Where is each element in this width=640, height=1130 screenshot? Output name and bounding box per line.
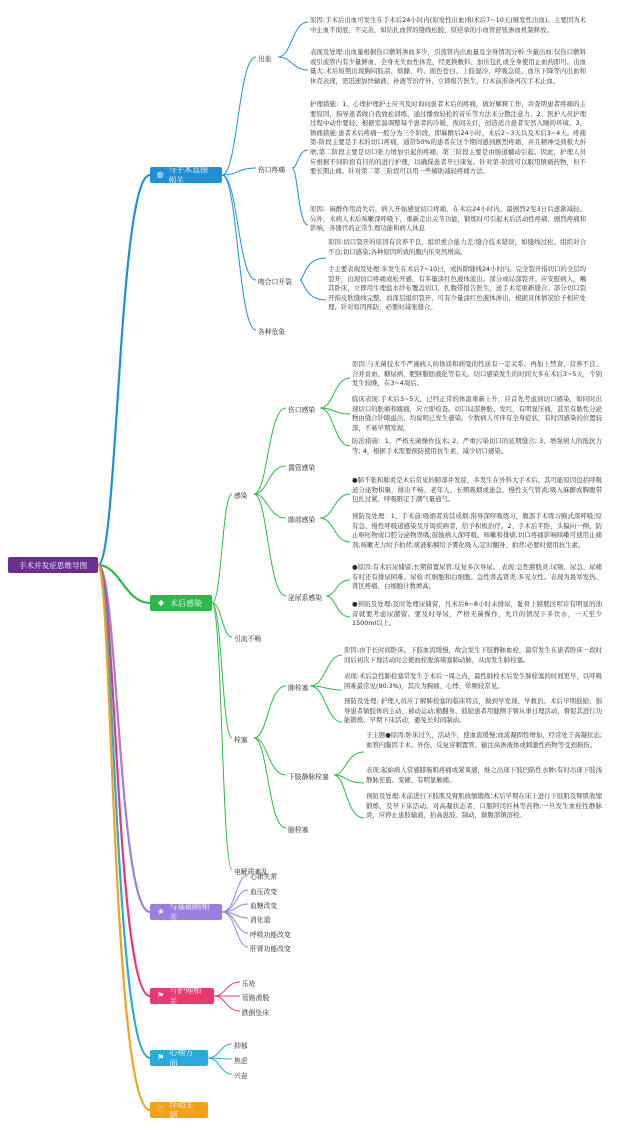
note-urinary-treatment: ●预防及处理:及时处理尿储留，凡术后6~8小时未排尿，耻骨上膀胱区叩诊有明显的浊音就要考虑尿潴留。要及时导尿，严格无菌操作，允许的情况下多饮水，一天至少1500ml以上。 (352, 600, 602, 628)
topic-electrolyte[interactable]: 电解质紊乱 (234, 868, 268, 876)
topic-cerebral-embolism[interactable]: 脑栓塞 (288, 826, 309, 834)
topic-infection[interactable]: 感染 (234, 492, 248, 500)
note-lung-infection-treatment: 预防及处理：1、手术前:吸烟者劝其戒烟;指导深呼吸练习，腹部手术练习胸式深呼吸;原有急、慢性呼吸道感染及牙周疾病者，给予积极治疗。2、手术后平卧，头偏向一侧，防止呕吐物或口腔分泌物误吸;鼓励病人深呼吸、咳嗽和排痰;切口疼痛影响咳嗽可使用止痛剂;咳嗽无力给予拍背;痰液粘稠给予雾化吸入;定时翻身、拍背;必要时使用抗生素。 (352, 512, 602, 549)
topic-crisis[interactable]: 各种危象 (258, 328, 286, 336)
note-pe-treatment: 预防及处理: 护理人员应了解肺栓塞的临床特点，做到早发现、早救治。术后早期鼓励、指导患者做肢体的主动、被动运动;勤翻身、鼓励患者用健侧手臂从事日理活动，督促其进行功能锻炼，早期下床活动，避免长时间制动。 (344, 697, 602, 725)
note-dvt-symptoms: 表现:起始病人常感腓肠肌疼痛或紧束感，继之出现下肢凹陷性水肿;有时出现下肢浅静脉充盈、变硬、有明显触痛。 (366, 766, 602, 784)
topic-dvt[interactable]: 下肢静脉栓塞 (288, 773, 329, 781)
note-bleeding-treatment: 表现及处理:出血量根据伤口敷料渗血多少，引流管内出血量及全身情况分析:少量出血:仅伤口敷料或引流管内有少量鲜血，全身无失血性休克，经更换敷料、加压包扎或全身使用止血药即可。出血量大:术后短期出现胸闷肢凉、烦躁、吟、面色苍白、上肢湿冷、呼吸急促、血压下降等内出血和休克表现，需迅速加快输液、补液等治疗外，立即报告医生，行术前准备再次手术止血。 (310, 48, 586, 85)
note-pain-nursing: 护理措施：1、心理护理护士应当及时询问患者术后的疼痛，做好解释工作，并查明患者疼痛的主要原因，指导患者做自我放松训练，通过播放轻松的音乐等方法来分散注意力。2、医护人员护理过程中动作要轻，根据室温调整每个患者的冷暖，夜间关灯，创造适合患者安然入睡的环境。3、镇痛措施:患者术后疼痛一般分为三个阶段，即麻醉后24小时、术后2~3天以及术后3~4天。疼痛第-阶段主要是手术的切口疼痛，通常50%的患者在这个期间感到剧烈疼痛，并且精神受到极大折磨;第二阶段主要是切口张力增加引起的疼痛，第三阶段主要是由肠道蠕动引起。因此，护理人员应根据不同阶段有目的的进行护理，以确保患者早日康复。针对第-阶段可以服用镇痛药物，但不要长期止痛。针对第二第三阶段可以用一些辅助减轻疼痛方法。 (310, 100, 586, 176)
topic-poor-drainage[interactable]: 引流不畅 (234, 635, 262, 643)
branch-floating-topic[interactable] (150, 1102, 208, 1118)
note-dvt-cause: 子主题●原因:卧床过久，活动少，使血流缓慢;血流凝固性增加，经常处于高凝状态;血管内膜因手术、外伤、反复穿刺置管、输注高渗液体或刺激性药物等受到损伤。 (366, 731, 602, 749)
note-wound-infection-cause: 原因:与无菌技术不严谨病人的体质和病变的性质有一定关系。再加上禁食、营养不良、合并贫血、糖尿病、肥胖脂肪液化等有关。切口感染发生的时间大多在术后3~5天，个别发生较晚，在3~4周后。 (352, 360, 602, 388)
note-urinary-cause: ●原因:有术后尿储留;长期留置尿管;反复多次导尿。 表现:急性膀胱炎:尿频、尿急、尿痛有时还有排尿困难。尿检:红细胞和白细胞。急性肾盂肾炎:多见女性。表现为畏寒发热、肾区疼痛、白细胞计数增高。 (352, 563, 602, 591)
topic-blood-sugar[interactable]: 血糖改变 (250, 902, 278, 910)
note-dehiscence-cause: 原因:切口裂开的原因有营养不良，组织愈合能力差;缝合技术错误，如缝线过松、组织对合不良;切口感染;各种原因所致的腹内压突然增高。 (328, 238, 586, 256)
star-icon: ★ (157, 907, 165, 916)
topic-pulmonary-embolism[interactable]: 肺栓塞 (288, 684, 309, 692)
note-dehiscence-treatment: 手主要表现及处理:多发生在术后7~10日，或拆除缝线24小时内。完全裂开指切口的全层均裂开，出现切口疼痛或松开感，有多量淡红色液体流出。部分或局部裂开。应安慰病人，嘱其卧床，立即用生理盐水纱布覆盖切口，扎腹带报告医生，送手术室重新缝合。部分切口裂开指皮肤缝线完整，而深层组织裂开，可有少量淡红色液体渗出，根据具体情况给予相应处理，针对原因预防，必要时减张缝合。 (328, 265, 586, 312)
topic-respiratory[interactable]: 呼吸功能改变 (250, 931, 291, 939)
heart-icon: ♡ (157, 1105, 165, 1114)
topic-bleeding[interactable]: 出血 (258, 55, 272, 63)
topic-arrhythmia[interactable]: 心律失常 (250, 873, 278, 881)
topic-urinary-infection[interactable]: 泌尿系感染 (288, 594, 322, 602)
root-topic[interactable]: 手术并发症思维导图 (8, 557, 98, 573)
flag-icon: ⚑ (157, 1053, 165, 1062)
note-bleeding-cause: 原因:手术后出血可发生在手术后24小时内(原发性出血)和术后7~10天(继发性出血)。主要因为术中止血不彻底、不完善，如结扎血管的缝线松脱、原痉挛的小血管舒张渗血机制释放。 (310, 16, 586, 34)
flag-icon: ⚑ (157, 991, 165, 1000)
branch-label: 与护理相关 (169, 986, 202, 1006)
topic-embolism[interactable]: 栓塞 (234, 736, 248, 744)
note-pe-symptoms: 表现:术后急性肺栓塞常发生于术后一周之内，最性肺栓术后发生肺栓塞的时间更早，以呼吸困难最常见(90.3%)，其次为胸痛、心悸、晕厥较常见。 (344, 672, 602, 690)
topic-blood-pressure[interactable]: 血压改变 (250, 888, 278, 896)
topic-excitement[interactable]: 兴奋 (234, 1072, 248, 1080)
topic-digestive[interactable]: 消化道 (250, 916, 271, 924)
topic-lung-infection[interactable]: 肺部感染 (288, 516, 316, 524)
branch-label: 心理方面 (169, 1048, 194, 1068)
topic-wound-pain[interactable]: 伤口疼痛 (258, 166, 286, 174)
branch-label: 与手术直接相关 (168, 165, 209, 185)
branch-psychology[interactable] (150, 1050, 208, 1066)
note-wound-infection-symptoms: 临床表现:手术后3~5天，已经正常的体温重新上升，应首先考虑到切口感染，如同时出现切口的胀痛和跳痛，应立即检查。切口局部肿胀、发红，有明显压痛，甚至有脓性分泌物由缝合针眼溢出，均说明已发生感染。少数病人可伴有全身症状，有时因感染的位置较深，不易早期发现。 (352, 395, 602, 432)
topic-tube-slip[interactable]: 管路滑脱 (242, 994, 270, 1002)
note-dvt-treatment: 预防及处理:术前进行下肢肌及臂肌收缩锻炼;术后早期在床上进行下肢肌及臂肌收缩锻炼，及早下床活动。对高凝状态者，口服阿司匹林等药物;一旦发生血栓性静脉炎，应停止患肢输液，抬高患肢、制动，做腹部镇溶栓。 (366, 792, 602, 820)
note-pain-cause: 原因：麻醉作用消失后，病人开始感觉切口疼痛，在术后24小时内，最剧烈2至3日后逐渐减轻。另外，术病人术后咳嗽深呼吸下，重新走出关节功能，锻炼时可引起术后活动性疼痛，剧烈疼痛和影响，各器官的正常生理功能和病人休息 (310, 205, 586, 233)
topic-wound-infection[interactable]: 伤口感染 (288, 406, 316, 414)
note-lung-infection-cause: ●肺不张和肺炎是术后常见的肺部并发症，多发生在外科大手术后。其可能原因包括呼吸道分泌物积聚，排出不畅、老年人、长期吸烟或患急、慢性支气管炎;吸入麻醉或胸腹带包扎过紧、呼吸限定于潮气量通气。 (352, 476, 602, 504)
branch-surgery-related[interactable] (150, 167, 222, 183)
branch-label: 与基础病相关 (169, 902, 210, 922)
note-wound-infection-prevention: 防治措施：1、严格无菌操作技术; 2、严重污染切口的延期缝合; 3、增强病人的抵抗力等; 4、根据手术需要预防使用抗生素，减少切口感染。 (352, 437, 602, 455)
topic-catheter-infection[interactable]: 置管感染 (288, 464, 316, 472)
globe-icon: ◍ (156, 170, 164, 179)
branch-label: 浮动主题 (169, 1100, 194, 1120)
topic-fall[interactable]: 跌倒坠床 (242, 1009, 270, 1017)
topic-pressure-ulcer[interactable]: 压疮 (242, 980, 256, 988)
diamond-icon: ◆ (157, 598, 165, 607)
note-pe-cause: 原因:由于长时间卧床，下肢血流缓慢，故会发生下肢静脉血栓，最常发生在患者卧床一段时间后初次下地活动时会使血栓脱落堵塞肺动脉，从而发生肺栓塞。 (344, 646, 602, 664)
branch-postop-infection[interactable] (150, 595, 212, 611)
branch-nursing[interactable] (150, 988, 214, 1004)
topic-anastomotic-dehiscence[interactable]: 吻合口开裂 (258, 278, 292, 286)
topic-liver-kidney[interactable]: 肝肾功能改变 (250, 945, 291, 953)
topic-anxiety[interactable]: 焦虑 (234, 1057, 248, 1065)
branch-label: 术后感染 (170, 598, 202, 608)
branch-comorbidity[interactable] (150, 904, 222, 920)
topic-depression[interactable]: 抑郁 (234, 1042, 248, 1050)
